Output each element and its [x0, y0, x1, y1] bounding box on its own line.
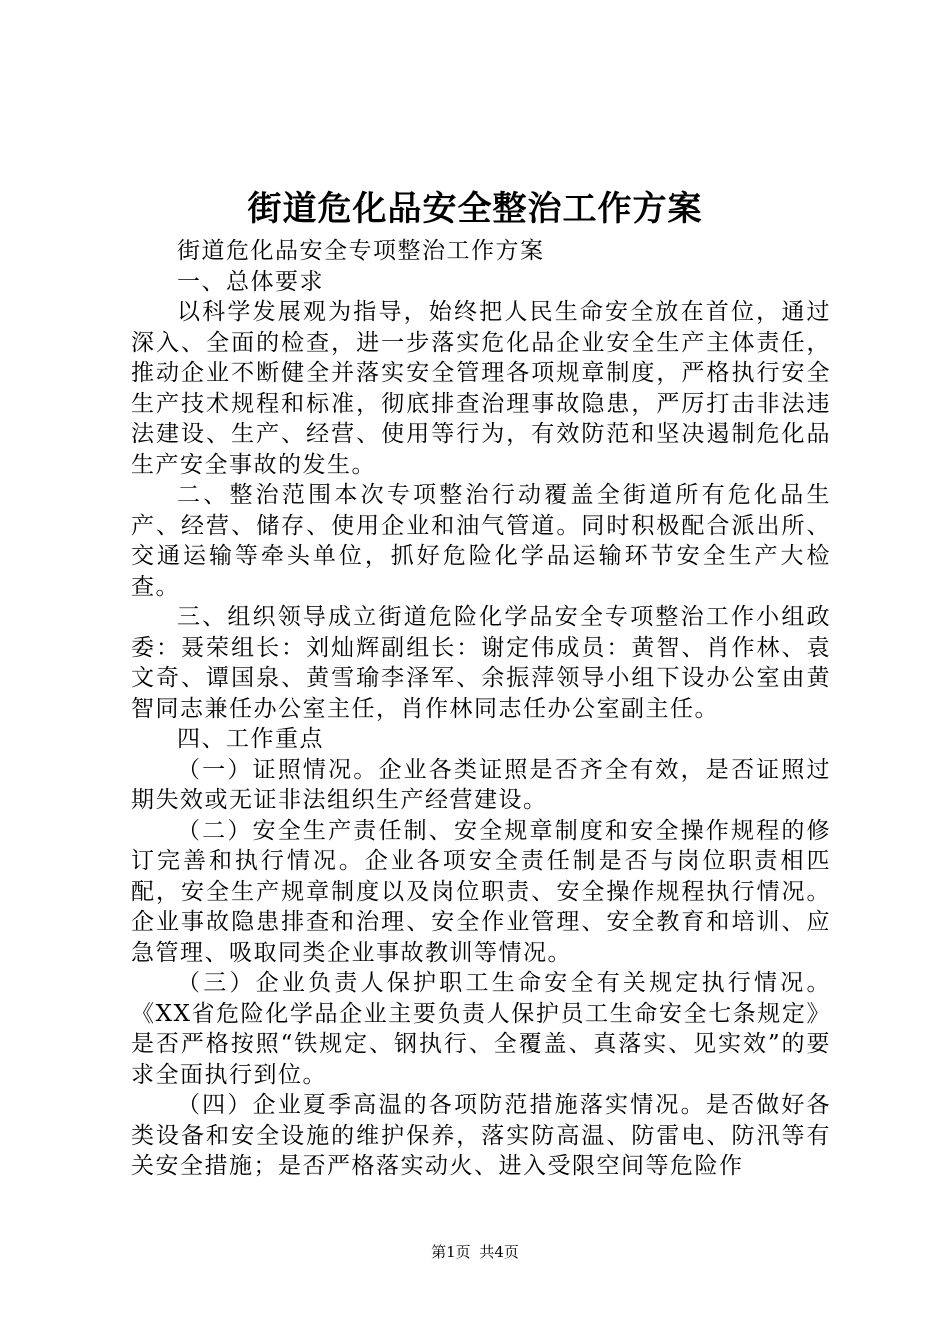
- body-paragraph: （二）安全生产责任制、安全规章制度和安全操作规程的修订完善和执行情况。企业各项安全责任制是否与岗位职责相匹配，安全生产规章制度以及岗位职责、安全操作规程执行情况。企业事故隐患排查和治理、安全作业管理、安全教育和培训、应急管理、吸取同类企业事故教训等情况。: [131, 817, 831, 966]
- body-paragraph: （四）企业夏季高温的各项防范措施落实情况。是否做好各类设备和安全设施的维护保养，落实防高温、防雷电、防汛等有关安全措施；是否严格落实动火、进入受限空间等危险作: [131, 1092, 831, 1179]
- body-paragraph: （三）企业负责人保护职工生命安全有关规定执行情况。《XX省危险化学品企业主要负责人保护员工生命安全七条规定》是否严格按照“铁规定、钢执行、全覆盖、真落实、见实效”的要求全面执行到位。: [131, 970, 831, 1088]
- body-paragraph: （一）证照情况。企业各类证照是否齐全有效，是否证照过期失效或无证非法组织生产经营建设。: [131, 756, 831, 813]
- body-paragraph: 二、整治范围本次专项整治行动覆盖全街道所有危化品生产、经营、储存、使用企业和油气管道。同时积极配合派出所、交通运输等牵头单位，抓好危险化学品运输环节安全生产大检查。: [131, 482, 831, 600]
- document-body: [131, 236, 831, 1182]
- section-heading-1: 一、总体要求: [177, 268, 324, 295]
- document-title: 街道危化品安全整治工作方案: [247, 189, 703, 229]
- subtitle-paragraph: 街道危化品安全专项整治工作方案: [177, 238, 545, 264]
- page-footer: [0, 1242, 950, 1262]
- section-heading-4: 四、工作重点: [177, 726, 324, 752]
- page-number: 第1页: [431, 1243, 471, 1261]
- body-paragraph: 三、组织领导成立街道危险化学品安全专项整治工作小组政委：聂荣组长：刘灿辉副组长：谢定伟成员：黄智、肖作林、袁文奇、谭国泉、黄雪瑜李泽军、余振萍领导小组下设办公室由黄智同志兼任办公室主任，肖作林同志任办公室副主任。: [131, 604, 831, 722]
- page-total: 共4页: [479, 1243, 519, 1261]
- body-paragraph: 以科学发展观为指导，始终把人民生命安全放在首位，通过深入、全面的检查，进一步落实危化品企业安全生产主体责任，推动企业不断健全并落实安全管理各项规章制度，严格执行安全生产技术规程和标准，彻底排查治理事故隐患，严厉打击非法违法建设、生产、经营、使用等行为，有效防范和坚决遏制危化品生产安全事故的发生。: [131, 299, 831, 478]
